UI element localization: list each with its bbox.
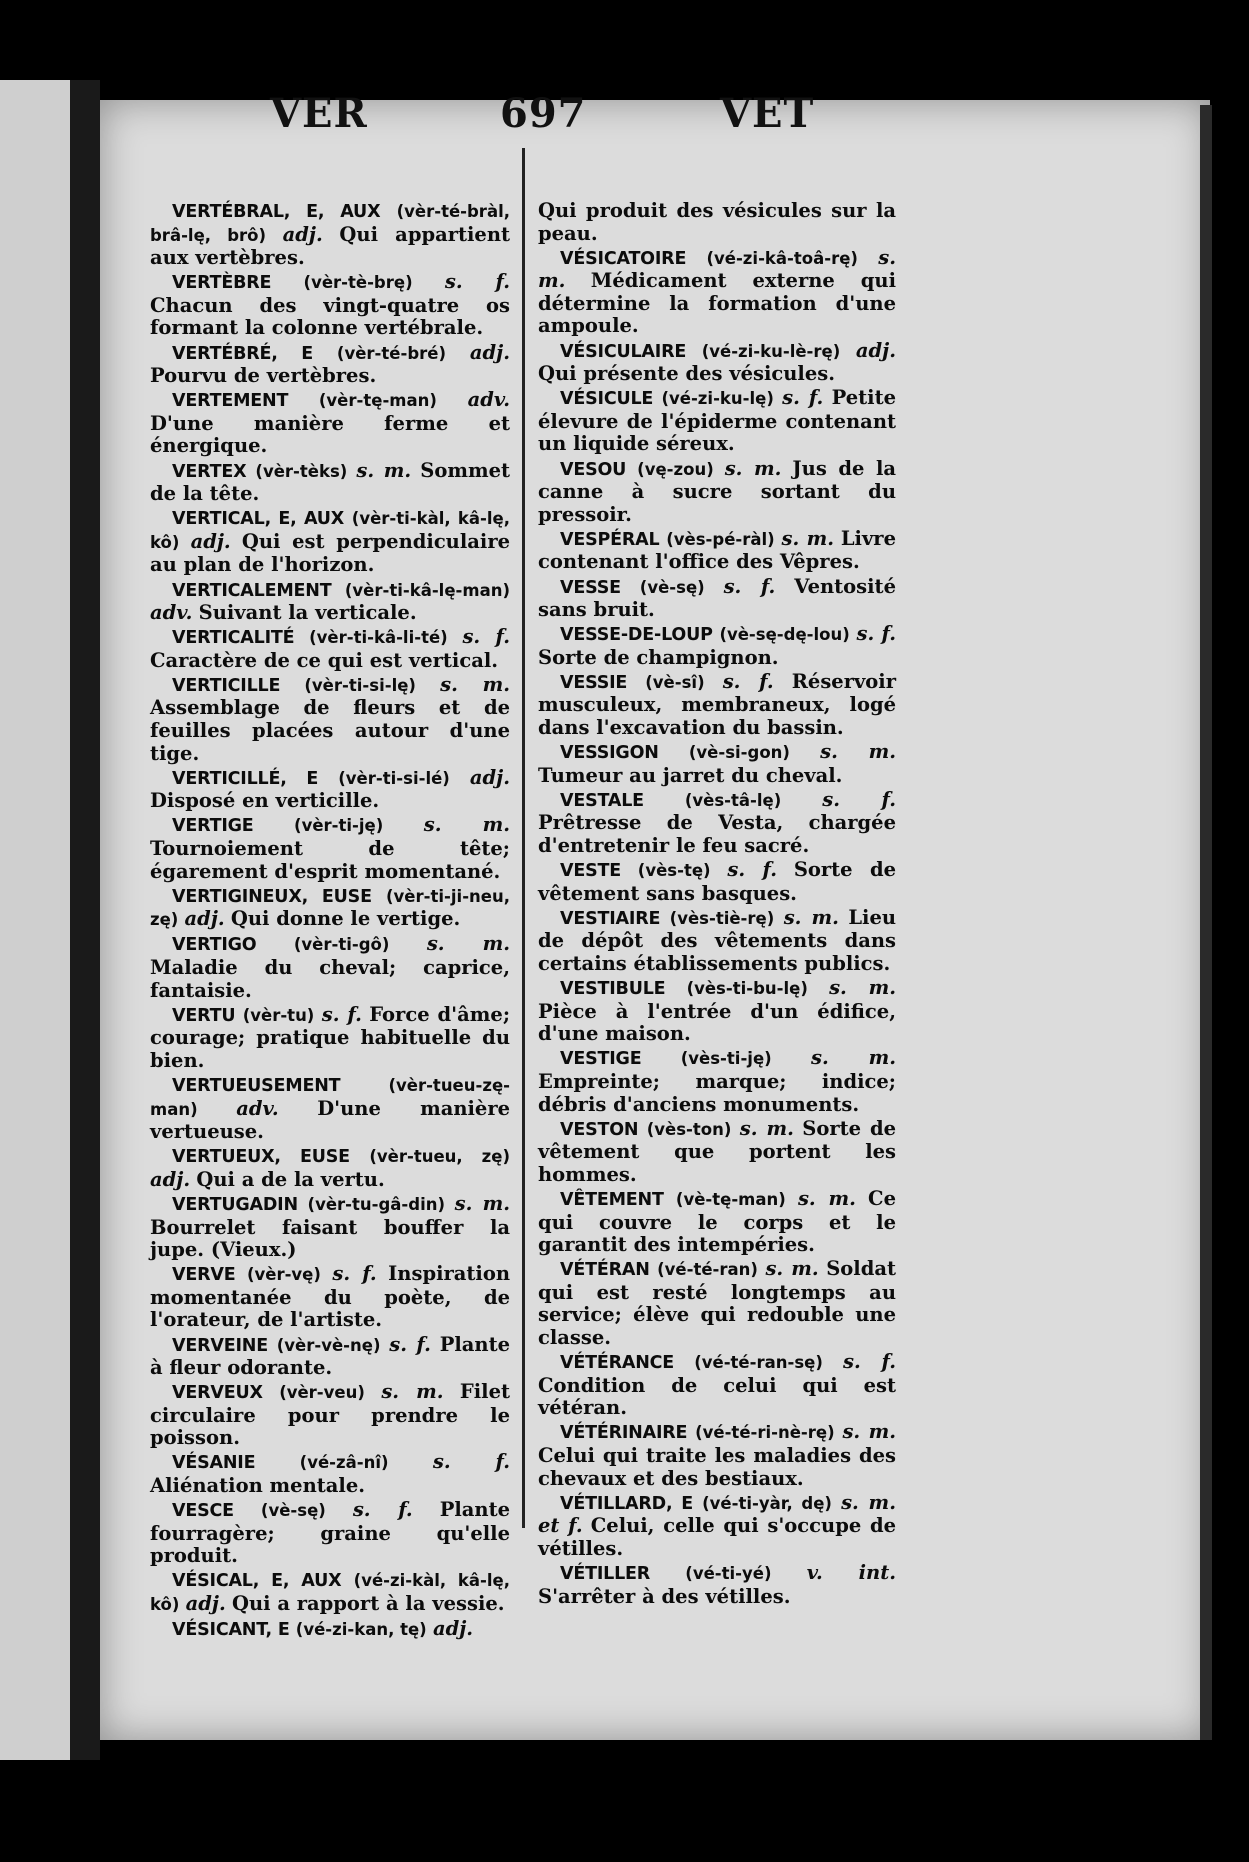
headword: VESTIAIRE (560, 908, 661, 929)
pronunciation: (vèr-tę-man) (318, 391, 437, 411)
dictionary-entry (538, 247, 896, 338)
dictionary-entry (150, 1569, 510, 1616)
headword: VÉSICANT, E (172, 1620, 290, 1641)
headword: VESPÉRAL (560, 529, 660, 550)
grammar-label: s. m. (739, 1116, 794, 1140)
pronunciation: (vèr-ti-ję) (294, 816, 384, 836)
grammar-label: s. m. (829, 976, 896, 1000)
definition: Ventosité sans bruit. (538, 574, 896, 622)
definition: Caractère de ce qui est vertical. (150, 648, 499, 672)
pronunciation: (vès-ti-ję) (680, 1049, 772, 1069)
dictionary-entry (538, 1047, 896, 1116)
definition: Lieu de dépôt des vêtements dans certains établissements publics. (538, 905, 897, 975)
pronunciation: (vès-pé-ràl) (666, 529, 775, 549)
pronunciation: (vèr-tèks) (255, 461, 348, 481)
headword: VÉTÉRINAIRE (560, 1423, 688, 1444)
pronunciation: (vé-té-ri-nè-rę) (695, 1423, 835, 1443)
headword: VERTUEUX, EUSE (172, 1147, 350, 1168)
pronunciation: (vé-ti-yé) (685, 1563, 772, 1583)
grammar-label: s. f. (723, 574, 776, 598)
definition: Livre contenant l'office des Vêpres. (538, 526, 896, 574)
dictionary-entry (538, 1492, 896, 1561)
pronunciation: (vé-zi-ku-lè-rę) (701, 341, 841, 361)
headword: VESSIGON (560, 743, 659, 764)
grammar-label: adj. (432, 1617, 474, 1641)
book-gutter (70, 80, 100, 1760)
definition: Chacun des vingt-quatre os formant la colonne vertébrale. (150, 293, 510, 340)
grammar-label: s. f. (432, 1450, 511, 1474)
dictionary-entry (150, 1193, 510, 1262)
definition: Qui a rapport à la vessie. (231, 1592, 505, 1616)
definition: Sommet de la tête. (150, 458, 511, 506)
pronunciation: (vè-si-gon) (688, 743, 790, 763)
pronunciation: (vè-sę-dę-lou) (719, 625, 850, 645)
headword: VERTIGE (172, 816, 254, 837)
definition: Condition de celui qui est vétéran. (538, 1373, 896, 1420)
dictionary-entry (538, 741, 896, 787)
left-column (150, 200, 510, 1643)
pronunciation: (vè-sî) (645, 672, 705, 692)
definition: Filet circulaire pour prendre le poisson. (150, 1380, 510, 1450)
headword: VÉTILLER (560, 1563, 651, 1584)
dictionary-entry (150, 1263, 510, 1332)
definition: Sorte de vêtement sans basques. (538, 858, 897, 905)
dictionary-entry (150, 1145, 510, 1191)
grammar-label: adj. (469, 340, 511, 364)
dictionary-entry (150, 1004, 510, 1073)
pronunciation: (vès-ti-bu-lę) (686, 979, 808, 999)
definition: Qui produit des vésicules sur la peau. (538, 199, 896, 245)
definition: Celui, celle qui s'occupe de vétilles. (538, 1514, 897, 1560)
headword: VERTEMENT (172, 391, 289, 412)
dictionary-entry (150, 1451, 510, 1497)
definition: Tournoiement de tête; égarement d'esprit momentané. (150, 837, 510, 883)
definition: Pourvu de vertèbres. (150, 364, 377, 388)
grammar-label: s. f. (722, 669, 774, 693)
headword: VERTÉBRAL, E, AUX (172, 202, 381, 222)
dictionary-entry (150, 674, 510, 765)
dictionary-entry (538, 1258, 896, 1349)
pronunciation: (vèr-ti-kâ-lę-man) (344, 580, 510, 600)
grammar-label: adj. (190, 529, 231, 553)
grammar-label: adj. (184, 907, 225, 931)
dictionary-entry (150, 1334, 510, 1380)
definition: Ce qui couvre le corps et le garantit des intempéries. (538, 1186, 896, 1257)
dictionary-entry (150, 814, 510, 883)
pronunciation: (vès-tiè-rę) (669, 908, 775, 928)
grammar-label: adv. (467, 388, 510, 412)
dictionary-entry (150, 885, 510, 932)
dictionary-entry (150, 1499, 510, 1568)
headword: VESTE (560, 861, 621, 882)
headword: VESSE (560, 577, 621, 598)
grammar-label: s. m. (781, 526, 835, 550)
definition: Petite élevure de l'épiderme contenant un liquide séreux. (538, 386, 896, 456)
grammar-label: s. f. (444, 270, 511, 294)
headword: VERTÈBRE (172, 273, 272, 294)
dictionary-entry (538, 1421, 896, 1490)
definition: Empreinte; marque; indice; débris d'anciens monuments. (538, 1069, 896, 1116)
definition: S'arrêter à des vétilles. (538, 1584, 791, 1608)
headword: VERTIGO (172, 935, 257, 956)
column-divider (522, 148, 525, 1528)
definition: Réservoir musculeux, membraneux, logé dans l'excavation du bassin. (538, 669, 896, 740)
dictionary-entry (538, 387, 896, 456)
dictionary-entry (538, 576, 896, 622)
headword: VERTUEUSEMENT (172, 1075, 341, 1096)
grammar-label: s. f. (843, 1350, 897, 1374)
definition: Qui est perpendiculaire au plan de l'horizon. (150, 529, 510, 577)
grammar-label: adj. (150, 1167, 191, 1191)
dictionary-entry (150, 342, 510, 388)
pronunciation: (vé-té-ran-sę) (694, 1353, 823, 1373)
definition: Prêtresse de Vesta, chargée d'entretenir le feu sacré. (538, 811, 896, 858)
definition: Soldat qui est resté longtemps au service; élève qui redouble une classe. (538, 1257, 896, 1349)
grammar-label: s. f. (332, 1262, 377, 1286)
headword: VERTIGINEUX, EUSE (172, 886, 372, 907)
definition: Plante fourragère; graine qu'elle produit. (150, 1498, 511, 1568)
previous-page-edge (0, 80, 70, 1760)
grammar-label: s. f. (321, 1002, 362, 1026)
definition: Pièce à l'entrée d'un édifice, d'une maison. (538, 999, 896, 1046)
dictionary-entry (150, 460, 510, 506)
dictionary-entry (150, 933, 510, 1002)
headword: VESTIGE (560, 1049, 642, 1070)
grammar-label: s. m. (810, 1046, 897, 1070)
pronunciation: (vèr-té-bré) (336, 343, 447, 363)
pronunciation: (vé-ti-yàr, dę) (702, 1493, 832, 1513)
grammar-label: s. f. (727, 858, 778, 882)
pronunciation: (vé-zi-kâ-toâ-rę) (706, 248, 858, 268)
pronunciation: (vèr-tu) (242, 1005, 315, 1025)
headword: VERVEUX (172, 1383, 263, 1404)
dictionary-entry (538, 200, 896, 245)
headword: VERVE (172, 1265, 236, 1286)
pronunciation: (vèr-tueu, zę) (369, 1147, 510, 1167)
pronunciation: (vé-té-ran) (657, 1260, 758, 1280)
definition: Disposé en verticille. (150, 789, 380, 813)
dictionary-entry (538, 789, 896, 858)
grammar-label: adj. (855, 338, 896, 362)
dictionary-entry (150, 767, 510, 813)
grammar-label: s. m. (538, 245, 896, 293)
grammar-label: s. f. (822, 787, 897, 811)
grammar-label: s. m. (765, 1257, 819, 1281)
definition: Aliénation mentale. (150, 1474, 366, 1498)
grammar-label: s. m. (820, 740, 897, 764)
grammar-label: adj. (282, 222, 323, 246)
pronunciation: (vèr-ti-kàl, kâ-lę, kô) (150, 509, 510, 552)
headword: VERTU (172, 1005, 236, 1026)
grammar-label: adj. (469, 765, 511, 789)
dictionary-entry (150, 1074, 510, 1144)
dictionary-entry (538, 859, 896, 905)
pronunciation: (vèr-tueu-zę-man) (150, 1075, 510, 1119)
pronunciation: (vé-zi-kàl, kâ-lę, kô) (150, 1571, 510, 1615)
dictionary-entry (150, 1618, 510, 1642)
dictionary-entry (538, 977, 896, 1046)
definition: Inspiration momentanée du poète, de l'orateur, de l'artiste. (150, 1262, 510, 1332)
definition: Celui qui traite les maladies des chevaux et des bestiaux. (538, 1443, 896, 1490)
headword: VÉSICAL, E, AUX (172, 1571, 342, 1592)
definition: Qui donne le vertige. (230, 907, 461, 931)
definition: Tumeur au jarret du cheval. (538, 763, 843, 787)
dictionary-entry (538, 340, 896, 386)
pronunciation: (vé-zi-kan, tę) (295, 1620, 427, 1640)
pronunciation: (vèr-té-bràl, brâ-lę, brô) (150, 202, 510, 245)
headword: VÉTÉRAN (560, 1260, 650, 1281)
pronunciation: (vèr-ti-si-lę) (304, 675, 416, 695)
grammar-label: s. m. (842, 1420, 896, 1444)
headword: VERTICAL, E, AUX (172, 509, 345, 530)
grammar-label: s. m. (426, 932, 510, 956)
headword: VESTALE (560, 790, 644, 811)
pronunciation: (vès-tâ-lę) (684, 790, 782, 810)
headword: VERTÉBRÉ, E (172, 343, 314, 364)
pronunciation: (vè-sę) (639, 577, 705, 597)
headword: VERTICILLÉ, E (172, 768, 319, 789)
pronunciation: (vèr-vę) (246, 1265, 321, 1285)
dictionary-entry (538, 1351, 896, 1420)
definition: Qui appartient aux vertèbres. (150, 222, 511, 270)
headword: VERTICALEMENT (172, 580, 332, 601)
definition: Suivant la verticale. (198, 601, 417, 625)
header-left-guide-word: VER (270, 90, 368, 137)
headword: VÉSANIE (172, 1453, 256, 1474)
dictionary-entry (150, 200, 510, 270)
dictionary-entry (538, 1118, 896, 1187)
dictionary-entry (150, 507, 510, 577)
grammar-label: s. f. (782, 386, 824, 410)
pronunciation: (vèr-ti-kâ-li-té) (309, 628, 448, 648)
pronunciation: (vèr-tè-brę) (303, 273, 413, 293)
headword: VESTON (560, 1119, 639, 1140)
definition: Jus de la canne à sucre sortant du pressoir. (538, 456, 896, 526)
grammar-label: s. m. (423, 813, 511, 837)
headword: VÊTEMENT (560, 1189, 664, 1210)
running-header (0, 90, 1249, 140)
page-number: 697 (500, 90, 587, 137)
headword: VERTEX (172, 461, 247, 482)
definition: Maladie du cheval; caprice, fantaisie. (150, 956, 510, 1002)
headword: VESCE (172, 1501, 234, 1522)
definition: D'une manière vertueuse. (150, 1096, 511, 1144)
grammar-label: s. m. (440, 672, 511, 696)
dictionary-entry (538, 528, 896, 574)
grammar-label: s. m. (724, 456, 782, 480)
definition: Force d'âme; courage; pratique habituelle du bien. (150, 1002, 511, 1072)
definition: Bourrelet faisant bouffer la jupe. (Vieux.) (150, 1215, 510, 1262)
headword: VERTUGADIN (172, 1194, 298, 1215)
dictionary-entry (538, 458, 896, 527)
headword: VÉTÉRANCE (560, 1353, 675, 1374)
dictionary-entry (538, 907, 896, 976)
pronunciation: (vès-tę) (637, 861, 711, 881)
dictionary-entry (538, 623, 896, 669)
grammar-label: s. m. (381, 1380, 444, 1404)
pronunciation: (vèr-ti-si-lé) (338, 768, 450, 788)
right-column (538, 200, 896, 1610)
headword: VERTICALITÉ (172, 628, 295, 649)
dictionary-entry (150, 271, 510, 340)
grammar-label: adv. (236, 1096, 279, 1120)
headword: VÉSICATOIRE (560, 248, 687, 269)
grammar-label: s. f. (462, 625, 510, 649)
pronunciation: (vé-zâ-nî) (299, 1453, 389, 1473)
dictionary-entry (538, 1188, 896, 1257)
pronunciation: (vès-ton) (646, 1119, 732, 1139)
grammar-label: s. f. (856, 622, 897, 646)
page-edge-shadow (1200, 105, 1212, 1740)
definition: Plante à fleur odorante. (150, 1332, 511, 1380)
pronunciation: (vèr-tu-gâ-din) (307, 1194, 446, 1214)
dictionary-entry (150, 579, 510, 625)
headword: VESTIBULE (560, 979, 666, 1000)
grammar-label: s. m. (454, 1191, 511, 1215)
headword: VÉTILLARD, E (560, 1493, 694, 1514)
definition: Assemblage de fleurs et de feuilles placées autour d'une tige. (150, 696, 510, 765)
grammar-label: s. m. (783, 905, 839, 929)
headword: VERTICILLE (172, 675, 281, 696)
pronunciation: (vèr-ti-ji-neu, zę) (150, 886, 510, 930)
definition: Médicament externe qui détermine la formation d'une ampoule. (538, 269, 896, 338)
pronunciation: (vè-tę-man) (675, 1189, 786, 1209)
definition: D'une manière ferme et énergique. (150, 411, 510, 458)
grammar-label: s. m. (797, 1186, 856, 1210)
headword: VESSE-DE-LOUP (560, 625, 713, 646)
definition: Sorte de vêtement que portent les hommes. (538, 1116, 897, 1186)
dictionary-entry (538, 1562, 896, 1608)
pronunciation: (vèr-vè-nę) (276, 1335, 381, 1355)
headword: VÉSICULE (560, 389, 654, 410)
dictionary-entry (150, 1381, 510, 1450)
headword: VESSIE (560, 672, 628, 693)
definition: Qui a de la vertu. (196, 1167, 385, 1191)
grammar-label: s. f. (352, 1498, 413, 1522)
headword: VÉSICULAIRE (560, 341, 687, 362)
definition: Sorte de champignon. (538, 645, 779, 669)
grammar-label: s. f. (389, 1332, 431, 1356)
headword: VESOU (560, 459, 627, 480)
pronunciation: (vèr-veu) (279, 1383, 365, 1403)
grammar-label: s. m. (356, 458, 412, 482)
pronunciation: (vèr-ti-gô) (293, 935, 390, 955)
dictionary-entry (150, 626, 510, 672)
definition: Qui présente des vésicules. (538, 362, 836, 386)
pronunciation: (vę-zou) (637, 459, 714, 479)
grammar-label: s. m. et f. (538, 1490, 896, 1538)
dictionary-entry (538, 671, 896, 740)
grammar-label: v. int. (806, 1560, 896, 1584)
header-right-guide-word: VET (720, 90, 815, 137)
headword: VERVEINE (172, 1335, 268, 1356)
pronunciation: (vè-sę) (260, 1501, 326, 1521)
dictionary-entry (150, 389, 510, 458)
grammar-label: adv. (150, 601, 193, 625)
grammar-label: adj. (185, 1592, 226, 1616)
pronunciation: (vé-zi-ku-lę) (661, 389, 774, 409)
